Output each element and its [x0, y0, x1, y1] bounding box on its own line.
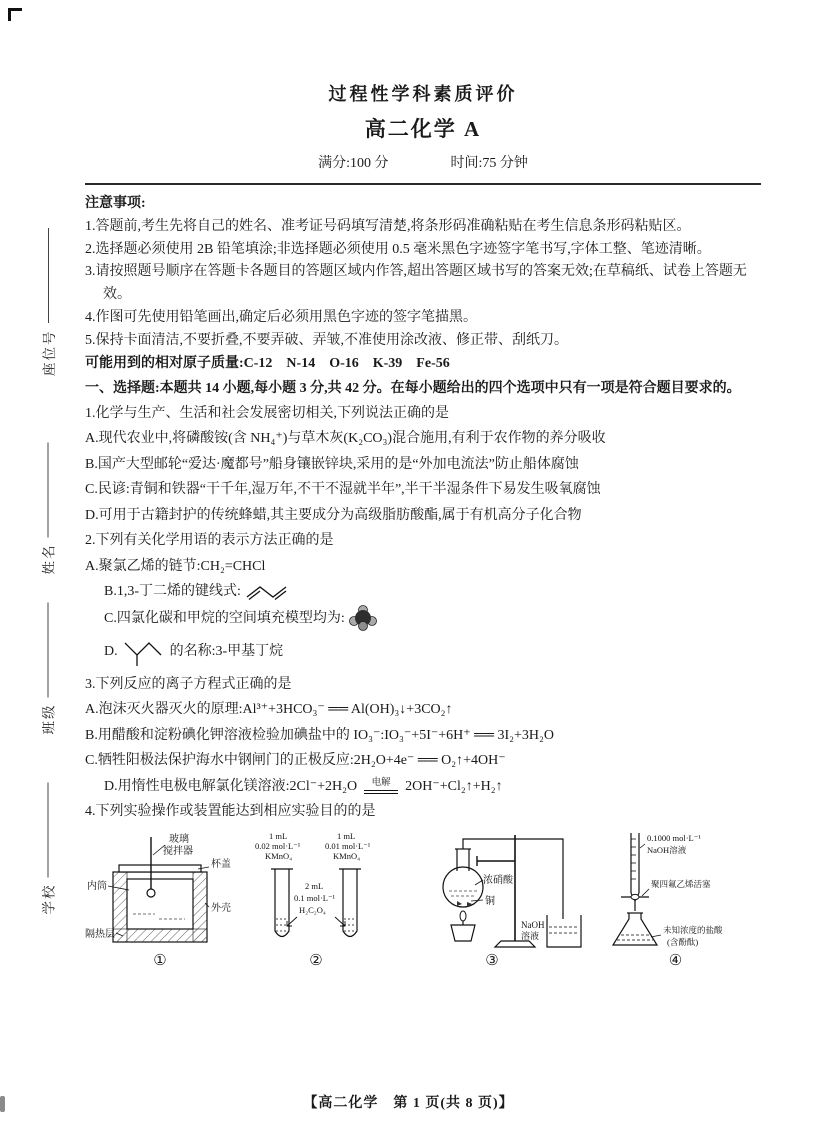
q2-option-d-prefix: D.: [104, 644, 118, 660]
label-right-kmno4: KMnO₄: [333, 850, 361, 861]
apparatus-4: [593, 829, 758, 970]
label-glass-stirrer-2: 搅拌器: [163, 845, 193, 857]
q2-option-c-label: C.四氯化碳和甲烷的空间填充模型均为:: [104, 610, 345, 626]
label-left-kmno4: KMnO₄: [265, 850, 293, 861]
margin-label-school: 学校: [41, 883, 57, 915]
q2-option-d: [85, 632, 761, 672]
apparatus-2: [241, 829, 391, 970]
double-line-equals: [364, 790, 398, 794]
q1-option-c: C.民谚:青铜和铁器“干千年,湿万年,不干不湿就半年”,半干半湿条件下易发生吸氧腐蚀: [85, 482, 601, 498]
label-inner-cylinder: 内筒: [87, 880, 107, 892]
label-mid-volume: 2 mL: [305, 880, 324, 891]
label-left-volume: 1 mL: [269, 830, 288, 841]
note-item-5: 5.保持卡面清洁,不要折叠,不要弄破、弄皱,不准使用涂改液、修正带、刮纸刀。: [85, 333, 568, 349]
q3-option-d: [85, 774, 761, 799]
label-mid-oxalic: H₂C₂O₄: [299, 904, 326, 915]
q4-apparatus-diagrams: [85, 829, 761, 970]
seal-item-school: [38, 780, 58, 915]
duration-label: 时间:75 分钟: [450, 155, 528, 171]
corner-crop-mark: [8, 8, 22, 21]
label-outer-shell: 外壳: [211, 902, 231, 914]
atomic-masses-line: 可能用到的相对原子质量:C-12 N-14 O-16 K-39 Fe-56: [85, 356, 450, 372]
question-3: [85, 672, 761, 799]
label-insulation-layer: 隔热层: [85, 928, 115, 940]
apparatus-1-number: ①: [153, 952, 167, 969]
flask-heating-diagram: [397, 829, 587, 951]
label-cup-lid: 杯盖: [211, 858, 231, 870]
question-1: [85, 401, 761, 528]
full-score-label: 满分:100 分: [318, 155, 389, 171]
margin-label-name: 姓名: [41, 543, 57, 575]
label-naoh-1: NaOH: [521, 919, 545, 930]
electrolysis-equals-sign: [364, 779, 398, 794]
q2-option-b-label: B.1,3-丁二烯的键线式:: [104, 584, 241, 600]
test-tubes-diagram: [241, 829, 391, 951]
apparatus-4-number: ④: [668, 952, 683, 969]
q3-option-a: A.泡沫灭火器灭火的原理:Al³⁺+3HCO₃⁻ ══ Al(OH)₃↓+3CO₂↑: [85, 702, 453, 718]
seal-item-name: [38, 440, 58, 575]
section-1-heading: 一、选择题:本题共 14 小题,每小题 3 分,共 42 分。在每小题给出的四个选项中只有一项是符合题目要求的。: [85, 381, 741, 397]
q1-stem: 1.化学与生产、生活和社会发展密切相关,下列说法正确的是: [85, 406, 449, 422]
q2-stem: 2.下列有关化学用语的表示方法正确的是: [85, 533, 334, 549]
margin-label-class: 班级: [41, 703, 57, 735]
q3-stem: 3.下列反应的离子方程式正确的是: [85, 676, 292, 692]
q1-option-b: B.国产大型邮轮“爱达·魔都号”船身镶嵌锌块,采用的是“外加电流法”防止船体腐蚀: [85, 456, 579, 472]
label-conc-nitric-acid: 浓硝酸: [483, 874, 513, 886]
question-2: [85, 528, 761, 671]
butadiene-skeletal-icon: [244, 583, 300, 601]
note-item-2: 2.选择题必须使用 2B 铅笔填涂;非选择题必须使用 0.5 毫米黑色字迹签字笔书写,字体工整、笔迹清晰。: [85, 241, 711, 257]
label-ptfe-stopcock: 聚四氟乙烯活塞: [651, 878, 711, 889]
alkane-skeletal-icon: [121, 635, 167, 669]
q3-option-d-prefix: D.用惰性电极电解氯化镁溶液:2Cl⁻+2H₂O: [104, 778, 358, 794]
notes-section: [85, 193, 761, 377]
titration-diagram: [593, 829, 758, 951]
q1-option-a: A.现代农业中,将磷酸铵(含 NH₄⁺)与草木灰(K₂CO₃)混合施用,有利于农作物的养分吸收: [85, 431, 606, 447]
label-naoh-concentration: 0.1000 mol·L⁻¹: [647, 832, 701, 843]
exam-content: [85, 84, 761, 970]
q3-option-d-suffix: 2OH⁻+Cl₂↑+H₂↑: [405, 778, 503, 794]
label-naoh-2: 溶液: [521, 930, 540, 941]
header-divider: [85, 183, 761, 185]
label-glass-stirrer-1: 玻璃: [169, 833, 189, 845]
q4-stem: 4.下列实验操作或装置能达到相应实验目的的是: [85, 804, 376, 820]
note-item-4: 4.作图可先使用铅笔画出,确定后必须用黑色字迹的签字笔描黑。: [85, 310, 477, 326]
q2-option-b: [85, 579, 761, 604]
page-footer: 【高二化学 第 1 页(共 8 页)】: [303, 1096, 514, 1111]
margin-label-seat-number: 座位号: [42, 329, 57, 376]
calorimeter-diagram: [85, 829, 235, 951]
label-phenolphthalein: (含酚酞): [667, 936, 699, 947]
apparatus-3: [397, 829, 587, 970]
q2-option-a: A.聚氯乙烯的链节:CH₂=CHCl: [85, 558, 266, 574]
q3-option-b: B.用醋酸和淀粉碘化钾溶液检验加碘盐中的 IO₃⁻:IO₃⁻+5I⁻+6H⁺ ══ 3I₂+3H₂O: [85, 727, 555, 743]
label-right-conc: 0.01 mol·L⁻¹: [325, 840, 371, 851]
exam-info-line: [85, 152, 761, 172]
label-naoh-solution: NaOH溶液: [647, 844, 687, 855]
q2-option-d-suffix: 的名称:3-甲基丁烷: [169, 644, 284, 660]
space-filling-model-icon: [348, 605, 378, 632]
q2-option-c: [85, 605, 761, 632]
note-item-3: 3.请按照题号顺序在答题卡各题目的答题区域内作答,超出答题区域书写的答案无效;在草稿纸、试卷上答题无效。: [85, 264, 747, 303]
exam-subtitle: 高二化学 A: [364, 116, 482, 141]
note-item-1: 1.答题前,考生先将自己的姓名、准考证号码填写清楚,将条形码准确粘贴在考生信息条形码粘贴区。: [85, 218, 691, 234]
q1-option-d: D.可用于古籍封护的传统蜂蜡,其主要成分为高级脂肪酸酯,属于有机高分子化合物: [85, 507, 582, 523]
seal-fill-line: [47, 603, 48, 698]
seal-fill-line: [48, 229, 49, 324]
apparatus-3-number: ③: [485, 952, 499, 969]
apparatus-1: [85, 829, 235, 970]
apparatus-2-number: ②: [309, 952, 323, 969]
exam-title: 过程性学科素质评价: [328, 84, 518, 104]
label-unknown-hcl: 未知浓度的盐酸: [663, 924, 723, 935]
q3-option-c: C.牺牲阳极法保护海水中钢闸门的正极反应:2H₂O+4e⁻ ══ O₂↑+4OH⁻: [85, 753, 506, 769]
label-mid-conc: 0.1 mol·L⁻¹: [294, 892, 336, 903]
electrolysis-condition-label: 电解: [371, 778, 391, 789]
seal-item-class: [38, 600, 58, 735]
label-right-volume: 1 mL: [337, 830, 356, 841]
notes-heading: 注意事项:: [85, 195, 146, 211]
seal-fill-line: [47, 443, 48, 538]
label-copper: 铜: [485, 895, 495, 907]
question-4: [85, 799, 761, 969]
label-left-conc: 0.02 mol·L⁻¹: [255, 840, 301, 851]
seal-item-seat-number: [38, 224, 58, 376]
seal-fill-line: [47, 783, 48, 878]
